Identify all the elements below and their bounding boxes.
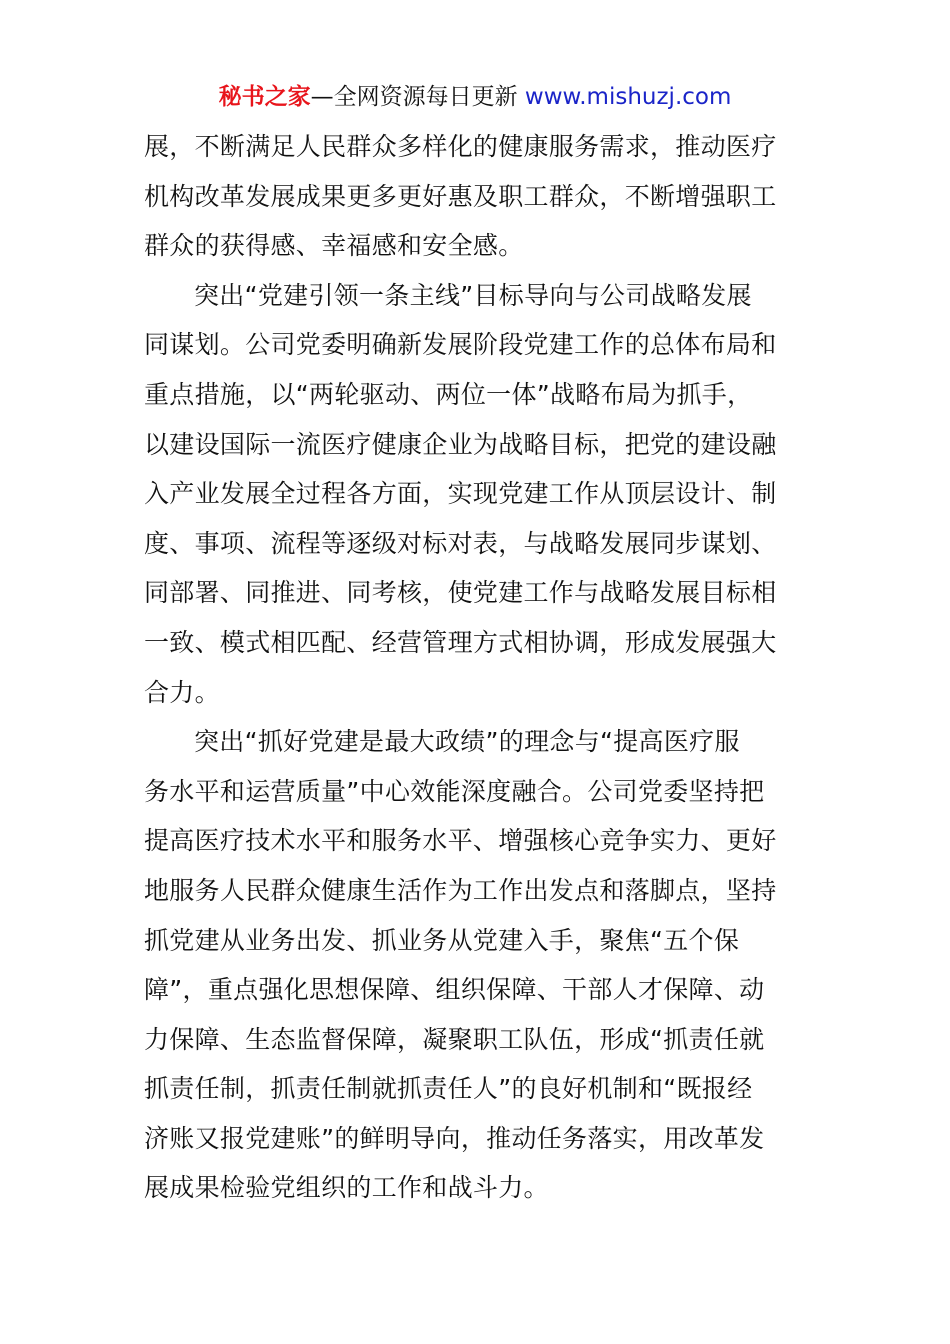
text-line: 一致、模式相匹配、经营管理方式相协调，形成发展强大 bbox=[144, 627, 777, 657]
text-line: 同谋划。公司党委明确新发展阶段党建工作的总体布局和 bbox=[144, 330, 777, 360]
text-line: 度、事项、流程等逐级对标对表，与战略发展同步谋划、 bbox=[144, 528, 777, 558]
text-line: 以建设国际一流医疗健康企业为战略目标，把党的建设融 bbox=[144, 429, 777, 459]
text-line: 展，不断满足人民群众多样化的健康服务需求，推动医疗 bbox=[144, 132, 777, 161]
text-line: 提高医疗技术水平和服务水平、增强核心竞争实力、更好 bbox=[144, 826, 777, 856]
text-line: 突出“党建引领一条主线”目标导向与公司战略发展 bbox=[194, 280, 752, 310]
text-line: 展成果检验党组织的工作和战斗力。 bbox=[144, 1173, 549, 1203]
text-line: 突出“抓好党建是最大政绩”的理念与“提高医疗服 bbox=[194, 727, 740, 757]
text-line: 力保障、生态监督保障，凝聚职工队伍，形成“抓责任就 bbox=[144, 1024, 765, 1054]
site-header bbox=[0, 80, 950, 114]
text-line: 机构改革发展成果更多更好惠及职工群众，不断增强职工 bbox=[144, 181, 777, 211]
text-line: 合力。 bbox=[144, 677, 220, 707]
text-line: 务水平和运营质量”中心效能深度融合。公司党委坚持把 bbox=[144, 776, 765, 806]
text-line: 障”，重点强化思想保障、组织保障、干部人才保障、动 bbox=[144, 975, 765, 1005]
text-line: 地服务人民群众健康生活作为工作出发点和落脚点，坚持 bbox=[144, 875, 777, 905]
site-url-link[interactable]: www.mishuzj.com bbox=[524, 84, 732, 110]
text-line: 入产业发展全过程各方面，实现党建工作从顶层设计、制 bbox=[144, 479, 777, 509]
document-body bbox=[144, 122, 808, 1213]
text-line: 抓责任制，抓责任制就抓责任人”的良好机制和“既报经 bbox=[144, 1074, 753, 1104]
paragraph bbox=[144, 122, 808, 271]
text-line: 济账又报党建账”的鲜明导向，推动任务落实，用改革发 bbox=[144, 1123, 765, 1153]
text-line: 重点措施，以“两轮驱动、两位一体”战略布局为抓手， bbox=[144, 379, 753, 409]
text-line: 群众的获得感、幸福感和安全感。 bbox=[144, 231, 524, 261]
header-tagline: —全网资源每日更新 bbox=[310, 84, 518, 110]
text-line: 抓党建从业务出发、抓业务从党建入手，聚焦“五个保 bbox=[144, 925, 740, 955]
brand-name: 秘书之家 bbox=[218, 84, 311, 110]
text-line: 同部署、同推进、同考核，使党建工作与战略发展目标相 bbox=[144, 578, 777, 608]
paragraph bbox=[144, 271, 808, 717]
paragraph bbox=[144, 717, 808, 1213]
